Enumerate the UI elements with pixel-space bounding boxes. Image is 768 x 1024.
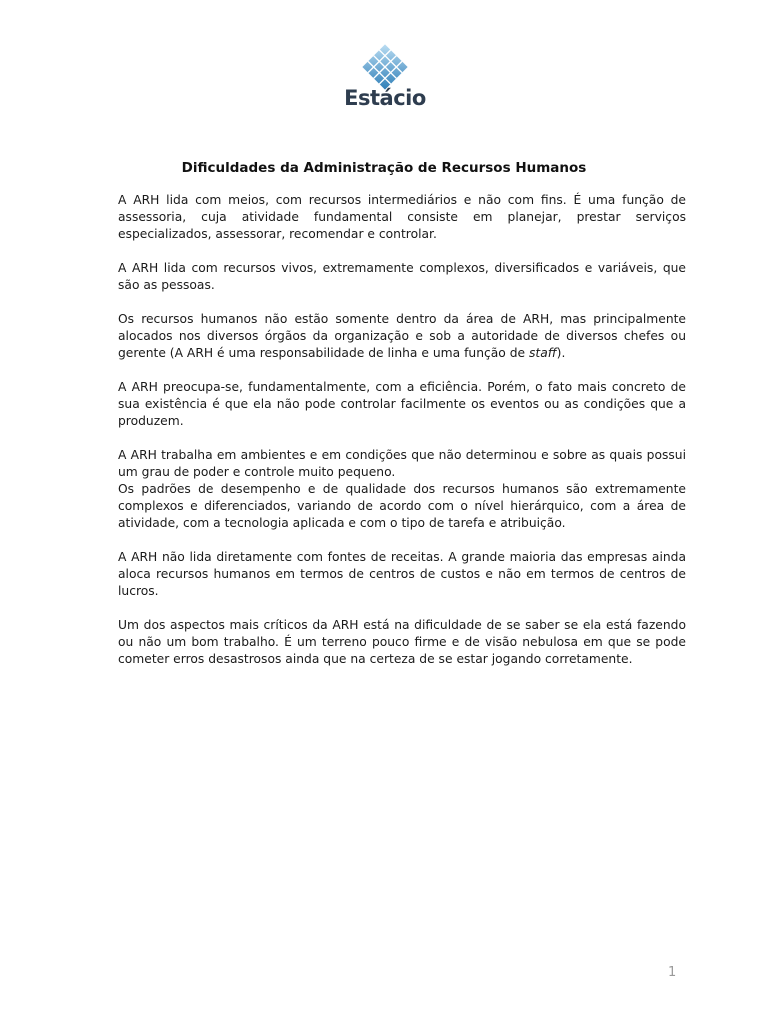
paragraph-5: A ARH trabalha em ambientes e em condições que não determinou e sobre as quais possui um grau de poder e controle muito pequeno.	[118, 448, 686, 479]
paragraph-4: A ARH preocupa-se, fundamentalmente, com a eficiência. Porém, o fato mais concreto de sua existência é que ela não pode controlar facilmente os eventos ou as condições que a produzem.	[118, 380, 686, 428]
paragraph-3-end: ).	[556, 346, 566, 360]
paragraph-1: A ARH lida com meios, com recursos intermediários e não com fins. É uma função de assessoria, cuja atividade fundamental consiste em planejar, prestar serviços especializados, assessorar, recomendar e controlar.	[118, 193, 686, 241]
staff-term: staff	[529, 346, 557, 360]
page-number: 1	[668, 965, 677, 980]
paragraph-3-text: Os recursos humanos não estão somente dentro da área de ARH, mas principalmente alocados nos diversos órgãos da organização e sob a autoridade de diversos chefes ou gerente (A ARH é uma responsabilidade de linha e uma função de	[118, 312, 686, 360]
paragraph-3-staff	[118, 311, 686, 362]
paragraph-2: A ARH lida com recursos vivos, extremamente complexos, diversificados e variáveis, que são as pessoas.	[118, 261, 686, 292]
estacio-logo	[340, 42, 430, 118]
estacio-diamond-icon	[360, 42, 410, 92]
logo-wordmark: Estácio	[344, 86, 426, 110]
paragraph-8: Um dos aspectos mais críticos da ARH está na dificuldade de se saber se ela está fazendo ou não um bom trabalho. É um terreno pouco firme e de visão nebulosa em que se pode cometer erros desastrosos ainda que na certeza de se estar jogando corretamente.	[118, 618, 686, 666]
paragraph-7: A ARH não lida diretamente com fontes de receitas. A grande maioria das empresas ainda aloca recursos humanos em termos de centros de custos e não em termos de centros de lucros.	[118, 550, 686, 598]
document-title: Dificuldades da Administração de Recursos Humanos	[181, 160, 587, 176]
document-body	[118, 192, 686, 685]
paragraph-6: Os padrões de desempenho e de qualidade dos recursos humanos são extremamente complexos e diferenciados, variando de acordo com o nível hierárquico, com a área de atividade, com a tecnologia aplicada e com o tipo de tarefa e atribuição.	[118, 482, 686, 530]
